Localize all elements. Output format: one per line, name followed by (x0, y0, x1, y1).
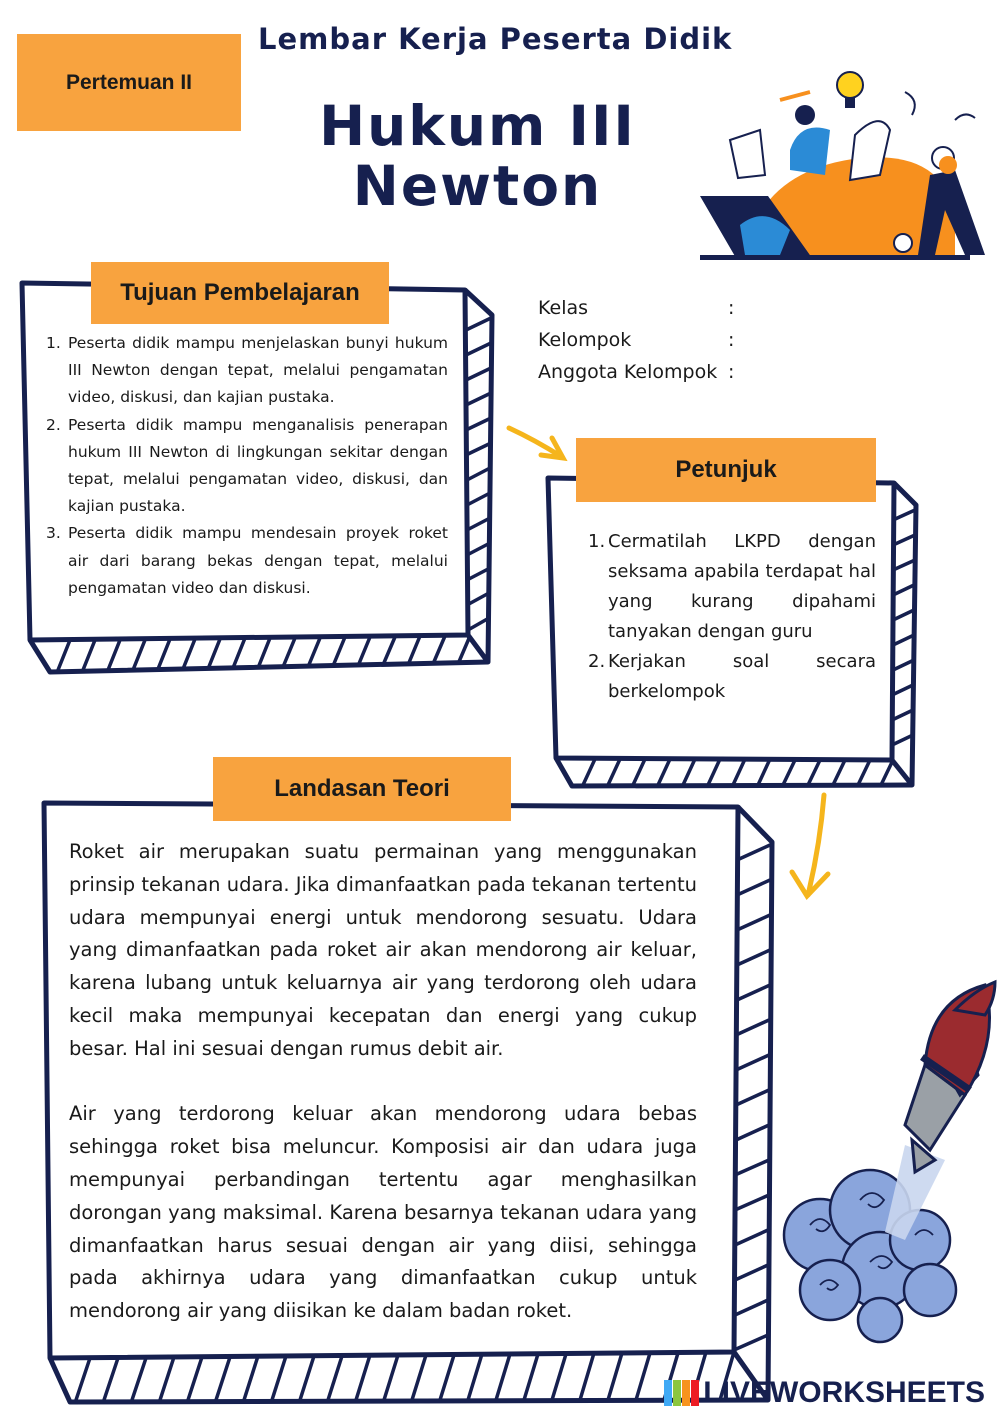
anggota-label: Anggota Kelompok (538, 361, 718, 383)
kelompok-row (538, 324, 734, 356)
kelas-row (538, 292, 734, 324)
list-item: 2. Kerjakan soal secara berkelompok (588, 651, 876, 702)
tujuan-heading: Tujuan Pembelajaran (91, 262, 389, 324)
list-item: 2. Peserta didik mampu menganalisis penerapan hukum III Newton di lingkungan sekitar dengan tepat, melalui pengamatan video, diskusi, dan kajian pustaka. (46, 415, 448, 516)
kelompok-colon: : (728, 329, 735, 351)
landasan-paragraph-1: Roket air merupakan suatu permainan yang menggunakan prinsip tekanan udara. Jika dimanfaatkan pada tekanan tertentu udara mempunyai energi untuk mendorong sesuatu. Udara yang dimanfaatkan pada roket air akan mendorong air keluar, karena lubang untuk keluarnya air yang terdorong oleh udara kecil maka mempunyai kecepatan dan energi yang cukup besar. Hal ini sesuai dengan rumus debit air. (69, 840, 697, 1060)
list-item: 3. Peserta didik mampu mendesain proyek roket air dari barang bekas dengan tepat, melalui pengamatan video dan diskusi. (46, 524, 448, 597)
landasan-heading: Landasan Teori (213, 757, 511, 821)
landasan-paragraph-2: Air yang terdorong keluar akan mendorong udara bebas sehingga roket bisa meluncur. Komposisi air dan udara juga mempunyai perbandingan tertentu agar menghasilkan dorongan yang maksimal. Karena besarnya tekanan udara yang dimanfaatkan harus sesuai dengan air yang diisi, sehingga pada akhirnya udara yang dimanfaatkan cukup untuk mendorong air yang diisikan ke dalam badan roket. (69, 1102, 697, 1323)
tujuan-list (46, 330, 448, 602)
liveworksheets-brand[interactable] (664, 1376, 985, 1410)
tujuan-item-2: Peserta didik mampu menganalisis penerapan hukum III Newton di lingkungan sekitar dengan tepat, melalui pengamatan video, diskusi, dan kajian pustaka. (68, 415, 448, 516)
list-item: 1. Cermatilah LKPD dengan seksama apabila terdapat hal yang kurang dipahami tanyakan dengan guru (588, 531, 876, 642)
title-line-1: Hukum III (319, 94, 636, 158)
anggota-colon: : (728, 361, 735, 383)
kelas-colon: : (728, 297, 735, 319)
worksheet-subtitle: Lembar Kerja Peserta Didik (258, 22, 733, 56)
petunjuk-heading: Petunjuk (576, 438, 876, 502)
petunjuk-item-2: Kerjakan soal secara berkelompok (608, 651, 876, 702)
tujuan-item-1: Peserta didik mampu menjelaskan bunyi hukum III Newton dengan tepat, melalui pengamatan video, diskusi, dan kajian pustaka. (68, 334, 448, 407)
meeting-badge: Pertemuan II (17, 34, 241, 131)
petunjuk-item-1: Cermatilah LKPD dengan seksama apabila terdapat hal yang kurang dipahami tanyakan dengan guru (608, 531, 876, 642)
kelompok-label: Kelompok (538, 329, 632, 351)
arrow-to-petunjuk (509, 428, 563, 458)
tujuan-item-3: Peserta didik mampu mendesain proyek roket air dari barang bekas dengan tepat, melalui pengamatan video dan diskusi. (68, 524, 448, 597)
title-line-2: Newton (352, 154, 603, 218)
petunjuk-list (588, 527, 876, 707)
arrow-to-landasan (792, 795, 828, 896)
list-item: 1. Peserta didik mampu menjelaskan bunyi hukum III Newton dengan tepat, melalui pengamatan video, diskusi, dan kajian pustaka. (46, 334, 448, 407)
anggota-row (538, 356, 734, 388)
rocket-illustration (784, 982, 995, 1342)
identity-fields (538, 292, 734, 388)
landasan-text (69, 836, 697, 1328)
header-illustration (700, 72, 985, 260)
liveworksheets-logo-icon (664, 1380, 699, 1406)
brand-text: LIVEWORKSHEETS (703, 1376, 985, 1409)
kelas-label: Kelas (538, 297, 589, 319)
page-title (300, 96, 655, 216)
